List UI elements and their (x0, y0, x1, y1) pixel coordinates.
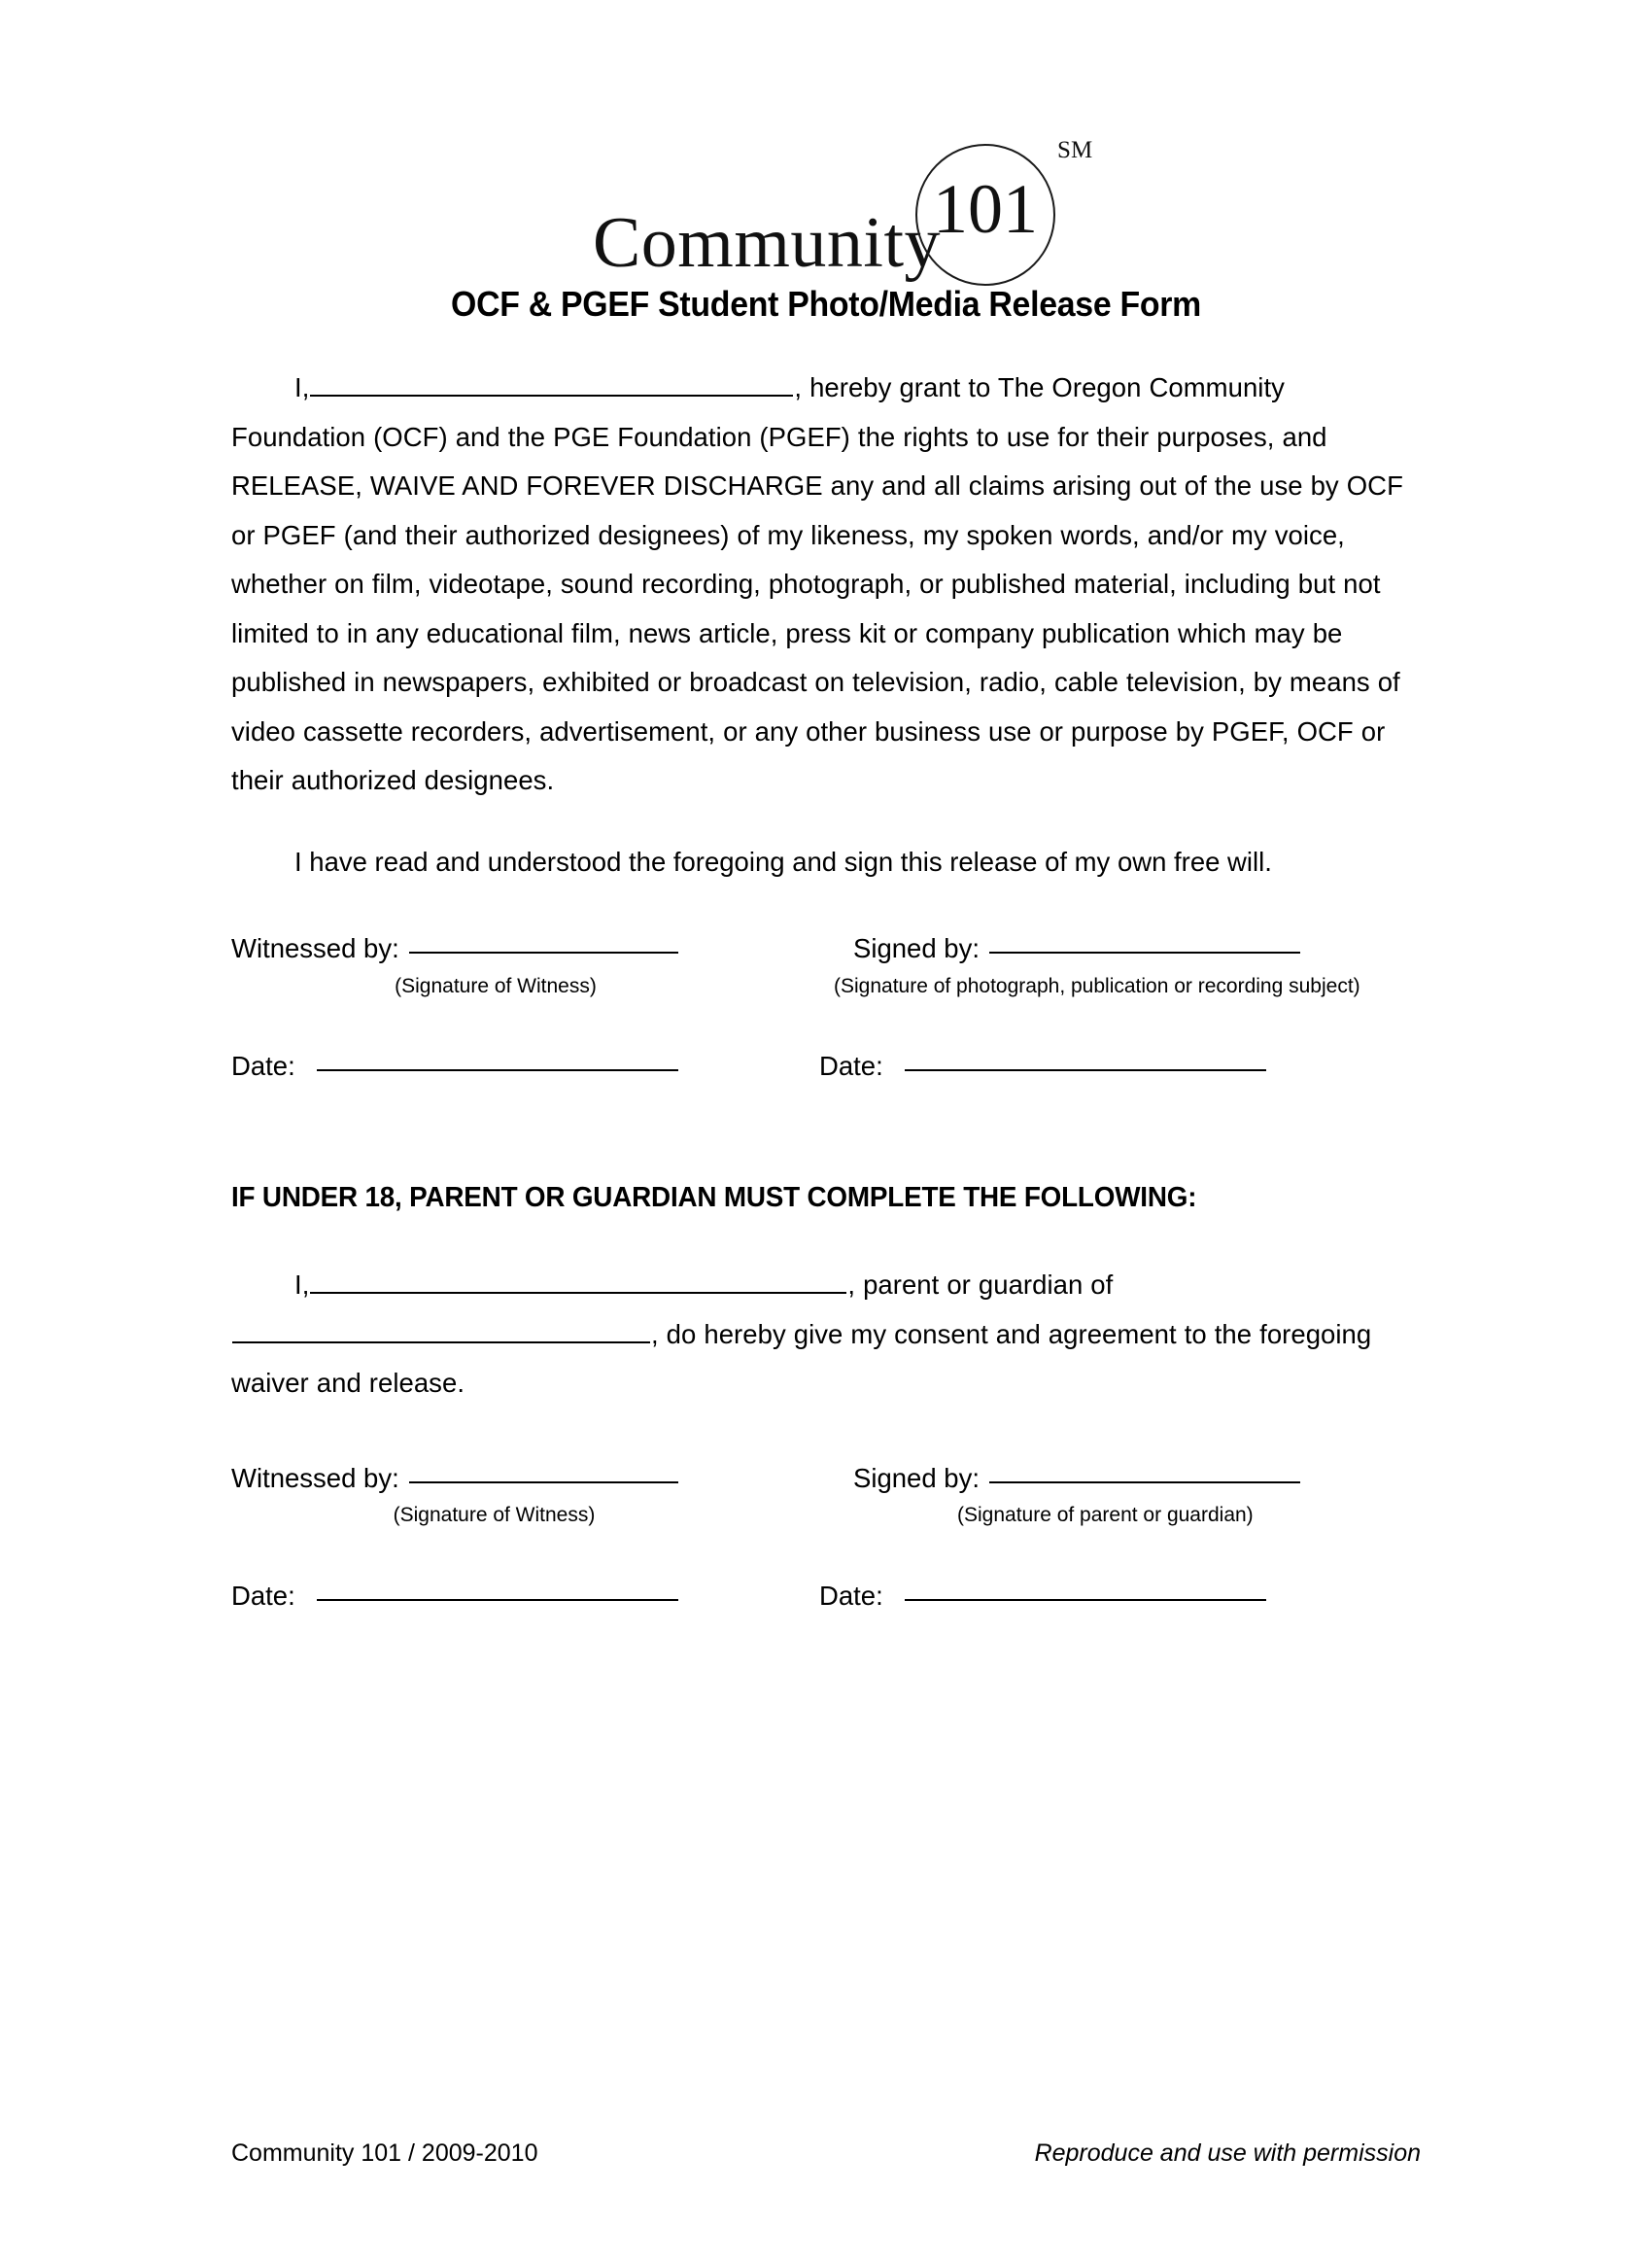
footer-permission-note: Reproduce and use with permission (1034, 2139, 1421, 2167)
witnessed-by-field-2 (231, 1462, 678, 1493)
logo-wordmark: Community (592, 203, 942, 283)
footer-source: Community 101 / 2009-2010 (231, 2139, 538, 2167)
name-blank-line[interactable] (310, 370, 793, 397)
release-paragraph (231, 364, 1421, 806)
guardian-lead-pronoun: I, (294, 1270, 310, 1301)
witnessed-by-label-1: Witnessed by: (231, 933, 399, 964)
signer-signature-line-1[interactable] (989, 951, 1300, 954)
guardian-of-clause: , parent or guardian of (847, 1270, 1114, 1301)
witness-signature-line-2[interactable] (409, 1480, 678, 1483)
signature-row-2 (231, 1462, 1421, 1493)
witnessed-by-label-2: Witnessed by: (231, 1462, 399, 1493)
logo-inner (592, 122, 1093, 283)
column-gap (659, 974, 834, 998)
logo-number-badge (915, 137, 1093, 288)
page-footer (231, 2139, 1421, 2168)
date-line-left-1[interactable] (317, 1068, 678, 1071)
date-field-left-2 (231, 1580, 678, 1611)
witnessed-by-field-1 (231, 935, 678, 962)
guardian-closing-line: foregoing waiver and release. (231, 1318, 1372, 1399)
signature-captions-1 (231, 974, 1421, 998)
release-body-text: Community Foundation (OCF) and the PGE Foundation (PGEF) the rights to use for their purposes, and RELEASE, WAIVE AND FOREVER DISCHARGE any and all claims arising out of the use by OCF or PGEF (and their authorized designees) of my likeness, my spoken words, and/or my voice, whether on film, videotape, sound recording, photograph, or published material, including but not limited to in any educational film, news article, press kit or company publication which may be published in newspapers, exhibited or broadcast on television, radio, cable television, by means of video cassette recorders, advertisement, or any other business use or purpose by PGEF, OCF or their authorized designees. (231, 372, 1403, 795)
date-line-right-2[interactable] (905, 1598, 1266, 1601)
column-gap (656, 1503, 831, 1527)
signed-by-label-2: Signed by: (853, 1462, 980, 1493)
guardian-signature-line-2[interactable] (989, 1480, 1300, 1483)
column-gap (678, 1053, 819, 1080)
signed-by-field-2 (853, 1462, 1300, 1493)
logo-number: 101 (933, 170, 1039, 248)
page-title: OCF & PGEF Student Photo/Media Release Form (451, 284, 1201, 324)
date-line-right-1[interactable] (905, 1068, 1266, 1071)
service-mark-superscript: SM (1057, 137, 1093, 163)
guardian-paragraph (231, 1261, 1421, 1310)
community-101-logo (231, 122, 1421, 283)
guardian-caption-2: (Signature of parent or guardian) (956, 1504, 1254, 1527)
signature-row-1 (231, 935, 1421, 962)
date-field-right-2 (819, 1580, 1266, 1611)
date-field-right-1 (819, 1050, 1266, 1081)
signature-captions-2 (231, 1503, 1421, 1527)
date-field-left-1 (231, 1050, 678, 1081)
free-will-statement: I have read and understood the foregoing and sign this release of my own free will. (294, 846, 1272, 877)
signer-caption-1: (Signature of photograph, publication or recording subject) (833, 974, 1360, 997)
date-label-left-1: Date: (231, 1050, 295, 1081)
date-row-2 (231, 1580, 1421, 1611)
witness-signature-line-1[interactable] (409, 951, 678, 954)
guardian-section-heading: IF UNDER 18, PARENT OR GUARDIAN MUST COMPLETE THE FOLLOWING: (231, 1182, 1197, 1214)
guardian-consent-clause: , do hereby give my consent and agreement to the (651, 1318, 1253, 1349)
date-label-left-2: Date: (231, 1580, 295, 1611)
date-line-left-2[interactable] (317, 1598, 678, 1601)
grant-clause: , hereby grant to The Oregon (794, 372, 1142, 402)
witness-caption-1: (Signature of Witness) (395, 974, 597, 997)
guardian-paragraph-line2 (231, 1310, 1421, 1409)
minor-name-blank-line[interactable] (232, 1317, 650, 1343)
document-page (0, 122, 1652, 2261)
date-label-right-1: Date: (819, 1050, 883, 1081)
lead-pronoun: I, (294, 372, 310, 402)
signed-by-label-1: Signed by: (853, 933, 980, 964)
date-row-1 (231, 1050, 1421, 1081)
date-label-right-2: Date: (819, 1580, 883, 1611)
column-gap (678, 1583, 819, 1610)
signed-by-field-1 (853, 935, 1300, 962)
guardian-name-blank-line[interactable] (310, 1268, 846, 1294)
witness-caption-2: (Signature of Witness) (393, 1504, 596, 1527)
